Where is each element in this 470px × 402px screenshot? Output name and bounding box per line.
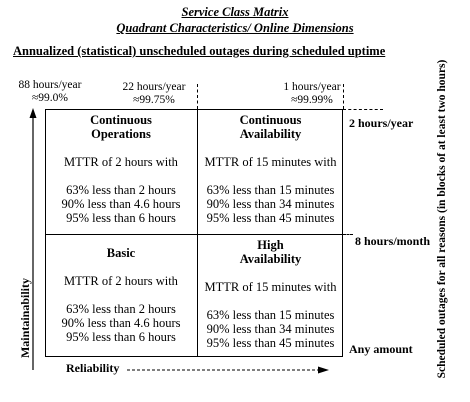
- quadrant-stats: 63% less than 2 hours 90% less than 4.6 hours 95% less than 6 hours: [61, 302, 181, 344]
- right-label-any-amount: Any amount: [349, 342, 413, 356]
- top-label-1: 88 hours/year ≈99.0%: [18, 79, 82, 104]
- title-line-1: Service Class Matrix: [181, 5, 289, 19]
- top-label-3: 1 hours/year ≈99.99%: [283, 81, 341, 106]
- quadrant-stats: 63% less than 15 minutes 90% less than 34 minutes 95% less than 45 minutes: [206, 183, 335, 225]
- y-axis-label: Maintainability: [18, 278, 32, 359]
- right-axis-label: Scheduled outages for all reasons (in blocks of at least two hours): [436, 59, 448, 379]
- quadrant-mttr: MTTR of 2 hours with: [64, 155, 178, 169]
- right-label-8-hours-month: 8 hours/month: [355, 234, 431, 248]
- title-line-2: Quadrant Characteristics/ Online Dimensions: [116, 21, 354, 35]
- quadrant-stats: 63% less than 2 hours 90% less than 4.6 hours 95% less than 6 hours: [61, 183, 181, 225]
- quadrant-title: Continuous Operations: [90, 113, 152, 141]
- quadrant-mttr: MTTR of 15 minutes with: [204, 280, 337, 294]
- quadrant-title: Basic: [106, 246, 136, 260]
- x-axis-arrow-head: [318, 367, 329, 374]
- right-label-2-hours-year: 2 hours/year: [349, 116, 414, 130]
- quadrant-stats: 63% less than 15 minutes 90% less than 34 minutes 95% less than 45 minutes: [206, 308, 335, 350]
- y-axis-arrow-head: [30, 108, 37, 118]
- quadrant-title: High Availability: [239, 238, 302, 266]
- top-label-2: 22 hours/year ≈99.75%: [122, 81, 186, 106]
- quadrant-mttr: MTTR of 15 minutes with: [204, 155, 337, 169]
- top-heading: Annualized (statistical) unscheduled outages during scheduled uptime: [13, 44, 386, 58]
- quadrant-title: Continuous Availability: [239, 113, 302, 141]
- quadrant-mttr: MTTR of 2 hours with: [64, 274, 178, 288]
- x-axis-label: Reliability: [66, 361, 120, 375]
